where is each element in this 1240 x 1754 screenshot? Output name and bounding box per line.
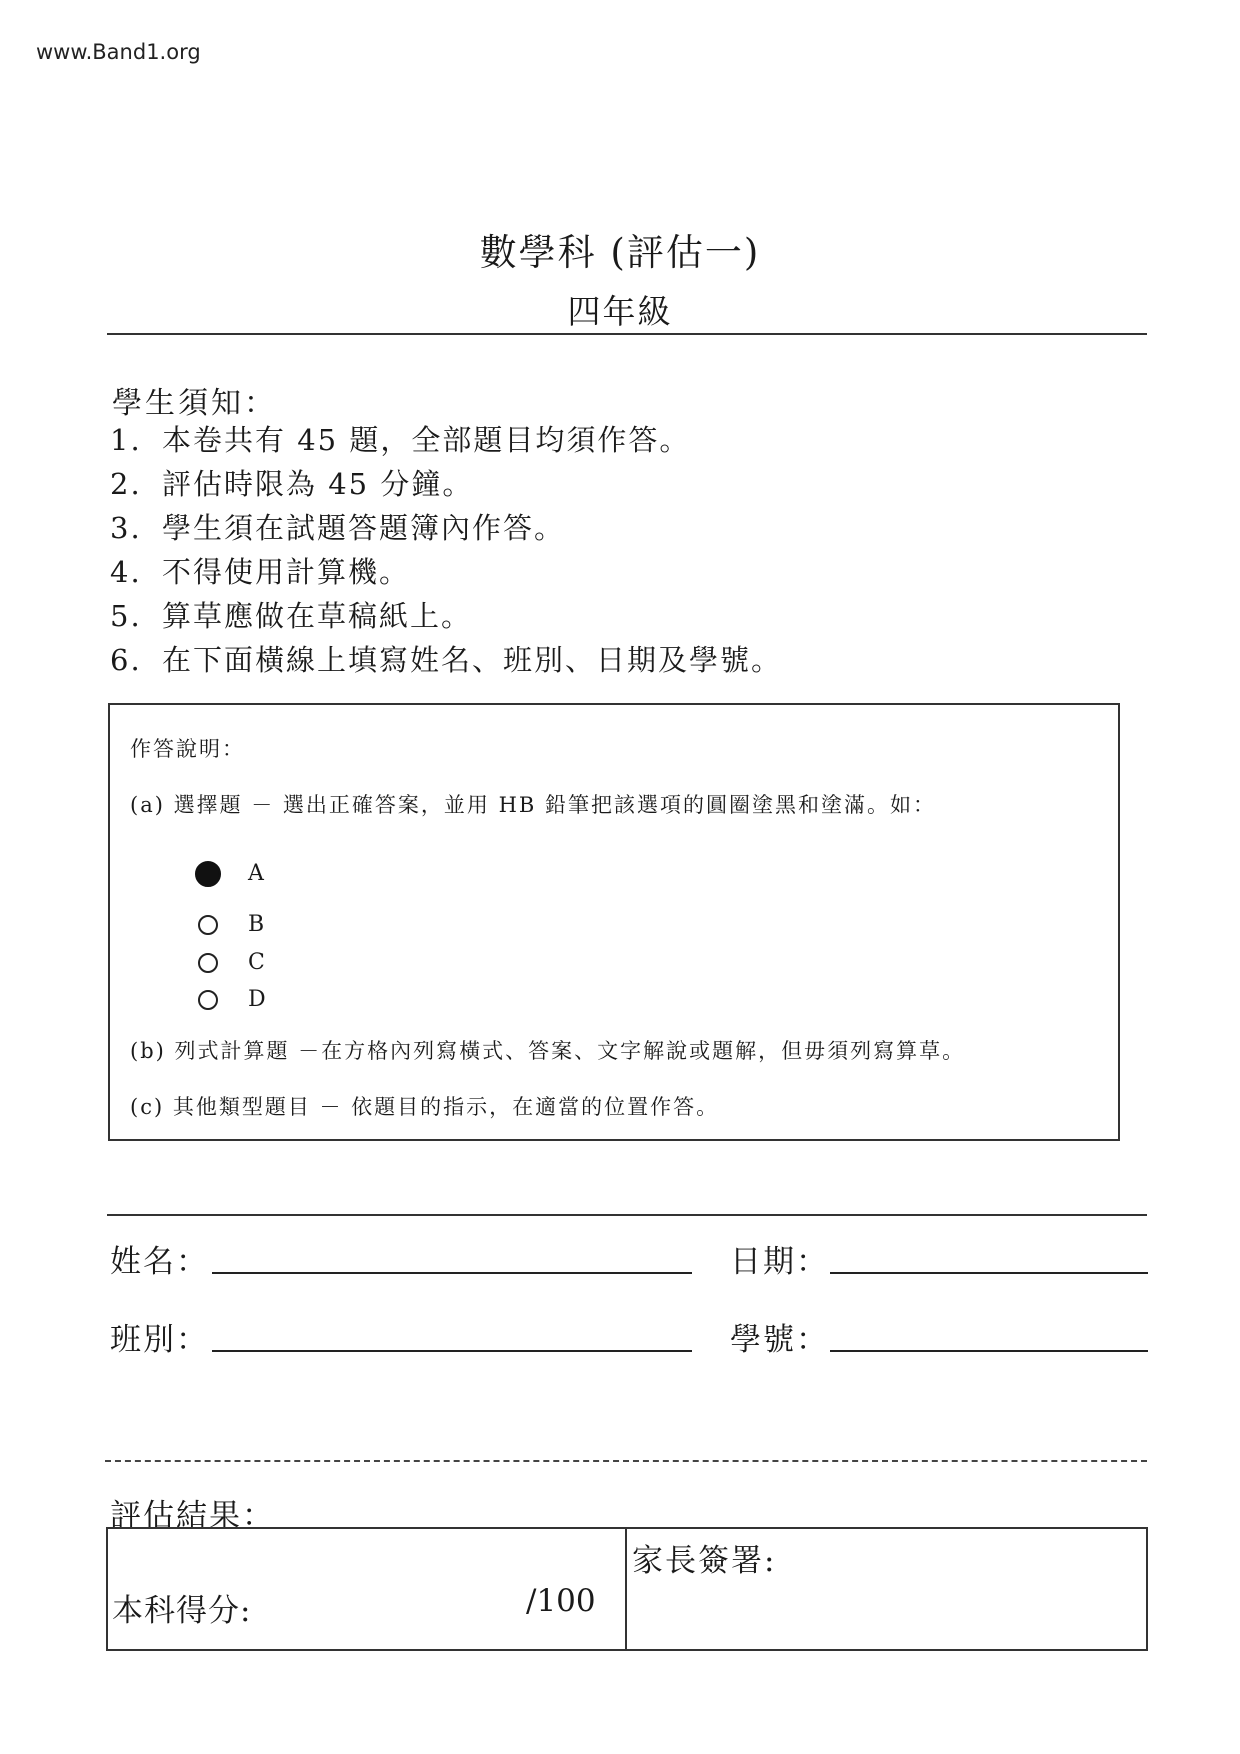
result-table <box>106 1527 1148 1651</box>
date-label: 日期： <box>730 1244 829 1280</box>
example-option-a: A <box>198 859 264 889</box>
instruction-other: (c) 其他類型題目 － 依題目的指示，在適當的位置作答。 <box>130 1095 720 1119</box>
class-label: 班別： <box>110 1322 209 1358</box>
notice-item: 6. 在下面橫線上填寫姓名、班別、日期及學號。 <box>110 643 783 677</box>
result-table-divider <box>625 1529 627 1649</box>
notice-item: 2. 評估時限為 45 分鐘。 <box>110 467 474 501</box>
score-label: 本科得分: <box>112 1593 252 1629</box>
result-title: 評估結果： <box>110 1498 275 1534</box>
student-number-field[interactable] <box>830 1350 1148 1352</box>
notice-item: 3. 學生須在試題答題簿內作答。 <box>110 511 566 545</box>
watermark-url: www.Band1.org <box>36 40 201 64</box>
example-option-c: C <box>198 948 265 978</box>
instruction-multiple-choice: (a) 選擇題 － 選出正確答案，並用 HB 鉛筆把該選項的圓圈塗黑和塗滿。如： <box>130 793 937 817</box>
example-option-b: B <box>198 910 264 940</box>
dashed-divider <box>105 1460 1147 1462</box>
instructions-title: 作答說明： <box>130 737 245 761</box>
student-number-label: 學號： <box>730 1322 829 1358</box>
notice-item: 5. 算草應做在草稿紙上。 <box>110 599 473 633</box>
filled-bubble-icon <box>195 861 221 887</box>
parent-signature-label: 家長簽署: <box>632 1543 777 1579</box>
exam-title: 數學科 (評估一) <box>479 231 761 274</box>
instruction-calculation: (b) 列式計算題 －在方格內列寫橫式、答案、文字解說或題解，但毋須列寫算草。 <box>130 1039 966 1063</box>
grade-level: 四年級 <box>567 292 673 331</box>
notice-list <box>110 418 782 682</box>
notice-title: 學生須知： <box>112 386 277 421</box>
notice-item: 1. 本卷共有 45 題，全部題目均須作答。 <box>110 423 691 457</box>
example-option-d: D <box>198 985 266 1015</box>
empty-bubble-icon <box>198 953 218 973</box>
name-field[interactable] <box>212 1272 692 1274</box>
score-total: /100 <box>526 1583 596 1619</box>
instructions-box <box>108 703 1120 1141</box>
fields-divider <box>107 1214 1147 1216</box>
header-divider <box>107 333 1147 335</box>
name-label: 姓名： <box>110 1244 209 1280</box>
class-field[interactable] <box>212 1350 692 1352</box>
empty-bubble-icon <box>198 990 218 1010</box>
date-field[interactable] <box>830 1272 1148 1274</box>
empty-bubble-icon <box>198 915 218 935</box>
notice-item: 4. 不得使用計算機。 <box>110 555 411 589</box>
